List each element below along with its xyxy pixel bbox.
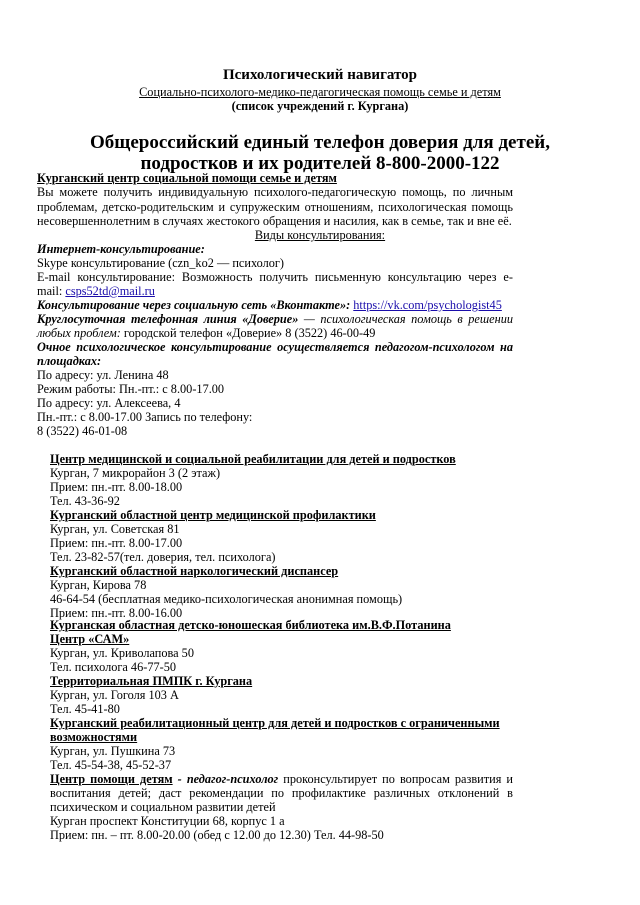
institution-heading-cont: возможностями xyxy=(50,730,138,744)
vk-link[interactable]: https://vk.com/psychologist45 xyxy=(353,298,502,312)
address-line-2: Режим работы: Пн.-пт.: с 8.00-17.00 xyxy=(37,382,225,396)
institution-heading: Центр «САМ» xyxy=(50,632,130,646)
institution-heading: Центр медицинской и социальной реабилитации для детей и подростков xyxy=(50,452,456,466)
address-line-3: По адресу: ул. Алексеева, 4 xyxy=(37,396,181,410)
center-social-intro-3: несовершеннолетним в случаях жестокого обращения и насилия, как в семье, так и вне её. xyxy=(37,214,512,228)
hotline-line-2: подростков и их родителей 8-800-2000-122 xyxy=(140,153,500,174)
help-center-row-2: воспитания детей; даст рекомендации по профилактике различных отклонений в xyxy=(50,786,513,800)
center-social-heading: Курганский центр социальной помощи семье и детям xyxy=(37,171,337,185)
list-note: (список учреждений г. Кургана) xyxy=(231,99,409,113)
page-title: Психологический навигатор xyxy=(222,67,418,83)
institution-line: Прием: пн.-пт. 8.00-17.00 xyxy=(50,536,183,550)
institution-line: Прием: пн.-пт. 8.00-16.00 xyxy=(50,606,183,620)
institution-heading: Территориальная ПМПК г. Кургана xyxy=(50,674,253,688)
institution-heading: Курганский областной центр медицинской профилактики xyxy=(50,508,376,522)
hotline-line-1: Общероссийский единый телефон доверия для детей, xyxy=(90,132,550,153)
institution-line: Тел. 45-54-38, 45-52-37 xyxy=(50,758,172,772)
skype-line: Skype консультирование (czn_ko2 — психолог) xyxy=(37,256,285,270)
institution-line: Курган, ул. Гоголя 103 А xyxy=(50,688,179,702)
institution-line: Тел. 45-41-80 xyxy=(50,702,120,716)
email-link[interactable]: csps52td@mail.ru xyxy=(65,284,155,298)
center-social-intro-2: проблемам, детско-родительским и супружеским отношениям, психологическая помощь xyxy=(37,200,513,214)
institution-heading: Курганский областной наркологический диспансер xyxy=(50,564,339,578)
inperson-line-2: площадках: xyxy=(37,354,102,368)
institution-line: Курган, Кирова 78 xyxy=(50,578,147,592)
institution-line: Курган, 7 микрорайон 3 (2 этаж) xyxy=(50,466,221,480)
hotline24-row-2: любых проблем: городской телефон «Доверие» 8 (3522) 46-00-49 xyxy=(37,326,376,340)
institution-line: Тел. психолога 46-77-50 xyxy=(50,660,177,674)
vk-row: Консультирование через социальную сеть «Вконтакте»: https://vk.com/psychologist45 xyxy=(37,298,502,312)
address-line-1: По адресу: ул. Ленина 48 xyxy=(37,368,169,382)
inperson-line-1: Очное психологическое консультирование осуществляется педагогом-психологом на xyxy=(37,340,513,354)
institution-line: Тел. 43-36-92 xyxy=(50,494,120,508)
institution-heading: Курганский реабилитационный центр для детей и подростков с ограниченными xyxy=(50,716,500,730)
help-center-row-3: психическом и социальном развитии детей xyxy=(50,800,276,814)
hotline24-row-1: Круглосуточная телефонная линия «Доверие» — психологическая помощь в решении xyxy=(37,312,513,326)
help-center-row-1: Центр помощи детям - педагог-психолог проконсультирует по вопросам развития и xyxy=(50,772,513,786)
institution-line: Курган, ул. Криволапова 50 xyxy=(50,646,194,660)
help-center-hours: Прием: пн. – пт. 8.00-20.00 (обед с 12.00 до 12.30) Тел. 44-98-50 xyxy=(50,828,384,842)
institution-line: Прием: пн.-пт. 8.00-18.00 xyxy=(50,480,183,494)
center-social-intro-1: Вы можете получить индивидуальную психолого-педагогическую помощь, по личным xyxy=(37,185,513,199)
internet-consult-label: Интернет-консультирование: xyxy=(37,242,205,256)
help-center-address: Курган проспект Конституции 68, корпус 1 а xyxy=(50,814,285,828)
institution-line: Тел. 23-82-57(тел. доверия, тел. психолога) xyxy=(50,550,276,564)
consult-types-heading: Виды консультирования: xyxy=(254,228,386,242)
institution-line: Курган, ул. Пушкина 73 xyxy=(50,744,176,758)
address-line-4: Пн.-пт.: с 8.00-17.00 Запись по телефону: xyxy=(37,410,253,424)
institution-line: Курган, ул. Советская 81 xyxy=(50,522,180,536)
page-subtitle: Социально-психолого-медико-педагогическая помощь семье и детям xyxy=(139,85,501,99)
institution-heading: Курганская областная детско-юношеская библиотека им.В.Ф.Потанина xyxy=(50,618,451,632)
institution-line: 46-64-54 (бесплатная медико-психологическая анонимная помощь) xyxy=(50,592,403,606)
address-line-5: 8 (3522) 46-01-08 xyxy=(37,424,128,438)
email-row: mail: csps52td@mail.ru xyxy=(37,284,155,298)
email-line: E-mail консультирование: Возможность получить письменную консультацию через e- xyxy=(37,270,513,284)
